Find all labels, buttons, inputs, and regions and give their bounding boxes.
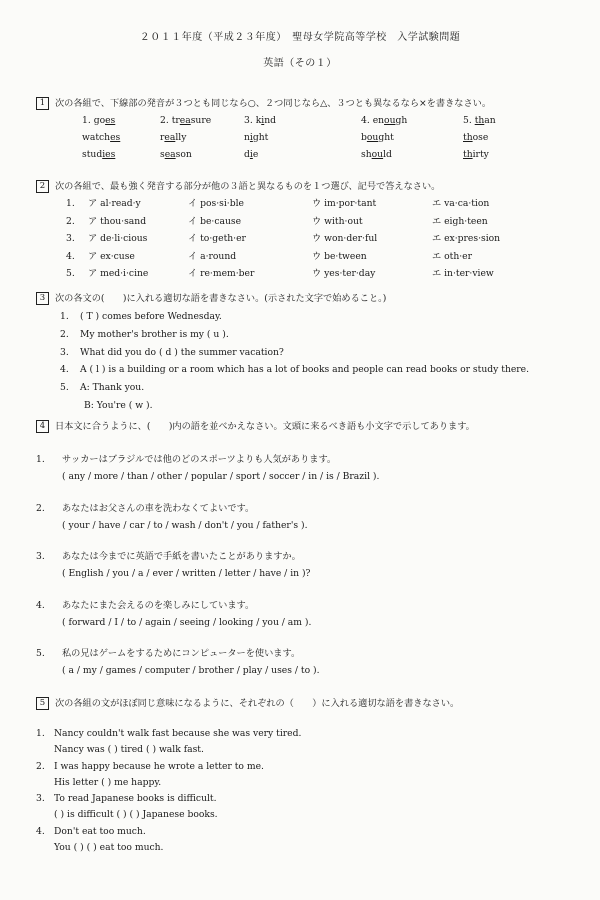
q1-word (244, 115, 276, 127)
q2-option: イ pos·si·ble (188, 198, 244, 209)
q4-instruction-line (36, 420, 475, 433)
q2-row-number: 1. (66, 198, 75, 209)
q2-option: エ ex·pres·sion (432, 233, 501, 244)
q1-group-number: 1. (82, 115, 94, 126)
q2-number-box: 2 (36, 180, 49, 193)
q5-item-number: 2. (36, 760, 45, 772)
q4-japanese-sentence: あなたは今までに英語で手紙を書いたことがありますか。 (62, 551, 301, 562)
q1-word (160, 132, 186, 144)
q2-option: イ a·round (188, 250, 237, 262)
q1-word (244, 149, 258, 161)
q1-word (361, 115, 407, 127)
q2-option: エ va·ca·tion (432, 198, 490, 209)
q5-sentence-a: I was happy because he wrote a letter to me. (54, 760, 264, 772)
q1-word-underlined: i (261, 115, 265, 126)
q1-instruction: 次の各組で、下線部の発音が３つとも同じなら○、２つ同じなら△、３つとも異なるなら×を書きなさい。 (55, 98, 492, 109)
q5-instruction-line (36, 697, 459, 710)
q1-word-underlined: th (474, 115, 485, 126)
q1-word-underlined: ea (164, 132, 176, 143)
q1-word-pre: d (244, 149, 250, 160)
q1-number-box: 1 (36, 97, 49, 110)
q4-item-number: 2. (36, 502, 45, 514)
q1-word (361, 149, 392, 161)
q4-instruction: 日本文に合うように、( )内の語を並べかえなさい。文頭に来るべき語も小文字で示してあります。 (55, 421, 475, 432)
q1-word-underlined: es (110, 132, 121, 143)
q1-word-pre: sh (361, 149, 372, 160)
q1-group-number: 4. (361, 115, 373, 126)
q1-word-underlined: i (249, 132, 253, 143)
q1-word (82, 115, 115, 127)
q1-word-pre: k (255, 115, 262, 126)
q1-word-underlined: es (105, 115, 116, 126)
q2-option: エ in·ter·view (432, 268, 494, 279)
q2-row-number: 5. (66, 268, 75, 279)
q2-option: ウ won·der·ful (312, 233, 378, 244)
q1-word (160, 149, 192, 161)
q1-word-pre: en (372, 115, 385, 126)
q1-word (244, 132, 268, 144)
q2-option: イ be·cause (188, 215, 242, 227)
q1-word-pre: r (160, 132, 165, 143)
q4-japanese-sentence: サッカーはブラジルでは他のどのスポーツよりも人気があります。 (62, 454, 337, 465)
q1-word-underlined: ou (366, 132, 379, 143)
q1-word-underlined: ou (371, 149, 384, 160)
q1-word-underlined: ies (102, 149, 116, 160)
q3-item-number: 5. (60, 382, 69, 394)
q5-sentence-b: Nancy was ( ) tired ( ) walk fast. (54, 744, 204, 755)
q3-item-number: 4. (60, 364, 69, 376)
q1-word-post: gh (395, 115, 408, 126)
q1-word-post: e (252, 149, 259, 160)
q3-item-number: 3. (60, 346, 69, 358)
q1-word-post: nd (264, 115, 277, 126)
q2-option: ウ yes·ter·day (312, 268, 376, 279)
q1-word-post: son (175, 149, 192, 160)
q1-word-pre: tr (171, 115, 180, 126)
q2-option: ウ be·tween (312, 250, 367, 262)
q2-option: イ re·mem·ber (188, 268, 255, 279)
q2-instruction: 次の各組で、最も強く発音する部分が他の３語と異なるものを１つ選び、記号で答えなさい。 (55, 181, 441, 192)
q2-instruction-line (36, 180, 440, 193)
q1-word-pre: b (361, 132, 367, 143)
q2-option: イ to·geth·er (188, 233, 246, 244)
q3-item-text: A ( l ) is a building or a room which has a lot of books and people can read books or study there. (80, 364, 530, 376)
q4-number-box: 4 (36, 420, 49, 433)
q2-option: ア de·li·cious (88, 233, 148, 244)
q1-word-underlined: ea (164, 149, 176, 160)
q5-sentence-a: To read Japanese books is difficult. (54, 793, 217, 804)
q2-option: ア al·read·y (88, 198, 141, 209)
q5-sentence-b: ( ) is difficult ( ) ( ) Japanese books. (54, 809, 218, 820)
q2-option: エ oth·er (432, 250, 472, 262)
q1-word-post: ld (383, 149, 392, 160)
q2-row-number: 4. (66, 250, 75, 262)
q5-sentence-a: Nancy couldn't walk fast because she was very tired. (54, 728, 302, 739)
q4-item-number: 1. (36, 454, 45, 465)
q1-word-post: ght (252, 132, 269, 143)
q1-word-post: ose (472, 132, 489, 143)
q1-word-underlined: th (463, 132, 473, 143)
q4-word-list: ( your / have / car / to / wash / don't / you / father's ). (62, 519, 308, 531)
q1-group-number: 2. (160, 115, 172, 126)
q4-japanese-sentence: あなたはお父さんの車を洗わなくてよいです。 (62, 502, 255, 514)
q1-word-underlined: ou (384, 115, 396, 126)
q4-item-number: 4. (36, 599, 45, 611)
q4-word-list: ( forward / I / to / again / seeing / looking / you / am ). (62, 616, 312, 628)
q1-word-underlined: th (463, 149, 473, 160)
q3-item-text: My mother's brother is my ( u ). (80, 328, 229, 340)
q4-item-number: 3. (36, 551, 45, 562)
q4-japanese-sentence: 私の兄はゲームをするためにコンピューターを使います。 (62, 648, 301, 659)
q1-word-pre: go (93, 115, 106, 126)
q1-word (82, 132, 120, 144)
q1-word-post: irty (472, 149, 489, 160)
q1-word-post: lly (175, 132, 187, 143)
q2-option: ア med·i·cine (88, 268, 149, 279)
q2-row-number: 3. (66, 233, 75, 244)
q1-group-number: 3. (244, 115, 256, 126)
q2-option: ア thou·sand (88, 215, 147, 227)
q2-option: ア ex·cuse (88, 250, 135, 262)
q3-item-number: 2. (60, 328, 69, 340)
q1-word (463, 149, 489, 161)
q3-item-text: ( T ) comes before Wednesday. (80, 311, 222, 322)
q5-item-number: 1. (36, 728, 45, 739)
q4-word-list: ( English / you / a / ever / written / letter / have / in )? (62, 568, 311, 579)
q2-row-number: 2. (66, 215, 75, 227)
q3-instruction: 次の各文の( )に入れる適切な語を書きなさい。(示された文字で始めること。) (55, 293, 387, 304)
q1-word-post: sure (190, 115, 212, 126)
q1-word-pre: watch (82, 132, 111, 143)
q4-item-number: 5. (36, 648, 45, 659)
q5-sentence-b: You ( ) ( ) eat too much. (54, 841, 164, 853)
q1-word-pre: n (244, 132, 250, 143)
q1-instruction-line (36, 97, 491, 110)
q2-option: エ eigh·teen (432, 215, 488, 227)
q3-number-box: 3 (36, 292, 49, 305)
q5-number-box: 5 (36, 697, 49, 710)
q5-item-number: 3. (36, 793, 45, 804)
q3-item-text: What did you do ( d ) the summer vacation? (80, 346, 284, 358)
q5-sentence-a: Don't eat too much. (54, 825, 146, 837)
q1-word-pre: s (160, 149, 165, 160)
q1-word-pre: stud (82, 149, 103, 160)
q5-item-number: 4. (36, 825, 45, 837)
q4-word-list: ( a / my / games / computer / brother / play / uses / to ). (62, 665, 320, 676)
q5-instruction: 次の各組の文がほぼ同じ意味になるように、それぞれの（ ）に入れる適切な語を書きなさい。 (55, 698, 460, 709)
q2-option: ウ im·por·tant (312, 198, 377, 209)
exam-title: ２０１１年度（平成２３年度） 聖母女学院高等学校 入学試験問題 (139, 32, 461, 43)
q3-instruction-line (36, 292, 386, 305)
q3-item-text: B: You're ( w ). (84, 400, 153, 411)
q2-option: ウ with·out (312, 215, 363, 227)
q1-word (160, 115, 211, 127)
q1-word (361, 132, 394, 144)
q4-word-list: ( any / more / than / other / popular / sport / soccer / in / is / Brazil ). (62, 471, 380, 482)
q3-item-number: 1. (60, 311, 69, 322)
q1-word-post: ght (378, 132, 394, 143)
q1-word (463, 132, 488, 144)
q1-word-post: an (484, 115, 496, 126)
q4-japanese-sentence: あなたにまた会えるのを楽しみにしています。 (62, 599, 255, 611)
q1-group-number: 5. (463, 115, 475, 126)
q1-word (82, 149, 115, 161)
q1-word-underlined: i (249, 149, 253, 160)
exam-subtitle: 英語（その１） (263, 58, 337, 69)
q3-item-text: A: Thank you. (80, 382, 145, 394)
q5-sentence-b: His letter ( ) me happy. (54, 776, 162, 788)
q1-word-underlined: ea (179, 115, 191, 126)
q1-word (463, 115, 496, 127)
